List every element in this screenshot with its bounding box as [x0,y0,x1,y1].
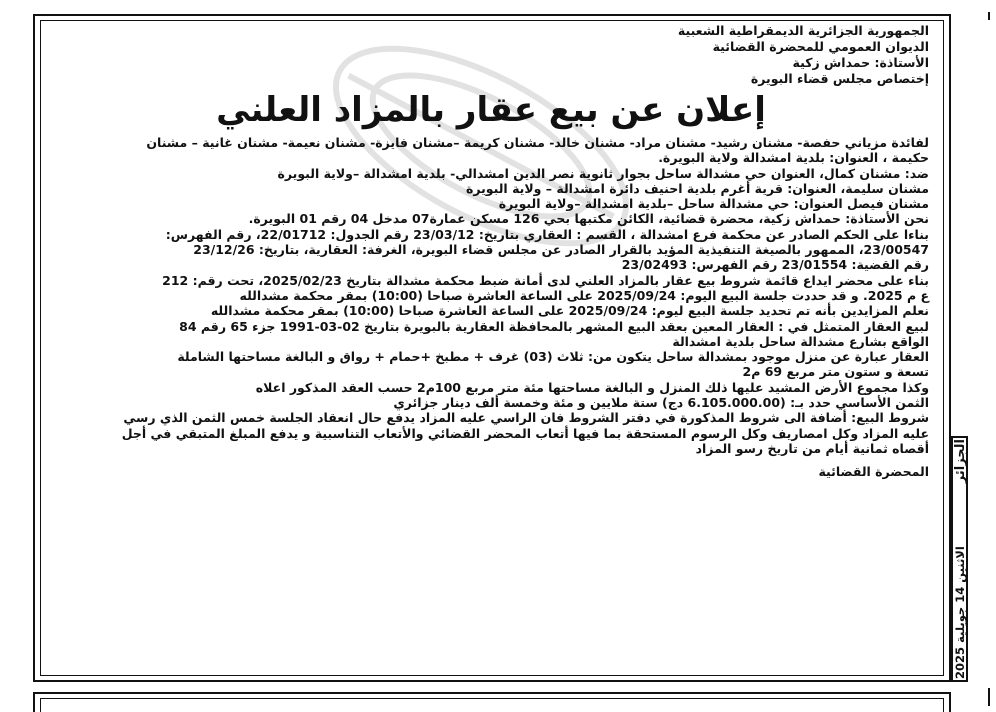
announcement-inner-border [40,20,944,676]
signature: المحضرة القضائية [818,464,929,480]
header-line: إختصاص مجلس قضاء البويرة [750,71,929,86]
body-line: رقم القضية: 23/01554 رقم الفهرس: 23/02493 [621,257,929,273]
body-line: مشنان سليمة، العنوان: قرية أغرم بلدية احنيف دائرة امشدالة – ولاية البويرة [465,180,929,196]
body-line: 23/00547، الممهور بالصيغة التنفيذية المؤيد بالقرار الصادر عن مجلس قضاء البويرة، الغرفة: العقارية، بتاريخ: 23/12/26 [193,242,929,258]
body-line: عليه المزاد وكل امصاريف وكل الرسوم المستحقة بما فيها أتعاب المحضر القضائي والأتعاب التناسبية و يدفع المبلغ المتبقي في أجل [121,425,929,441]
body-line: الواقع بشارع مشدالة ساحل بلدية امشدالة [672,333,929,349]
next-announcement-frame [33,692,951,712]
body-line: لفائدة مزياني حفصة- مشنان رشيد- مشنان مراد- مشنان خالد- مشنان كريمة –مشنان فايزة- مشنان نعيمة- مشنان غانية – مشنان [146,135,929,150]
issuer-header [53,23,929,87]
page-edge-mark [988,12,990,20]
announcement-body [53,135,929,456]
newspaper-date-strip [951,436,968,682]
body-line: أقصاه ثمانية أيام من تاريخ رسو المزاد [695,440,929,456]
body-line: نعلم المزايدين بأنه تم تحديد جلسة البيع ليوم: 2025/09/24 على الساعة العاشرة صباحا (10:00) بمقر محكمة مشدالله [210,303,929,319]
issue-date: الاثنين 14 جويلية 2025 [952,546,967,679]
body-line: نحن الأستاذة: حمداش زكية، محضرة قضائية، الكائن مكتبها بحي 126 مسكن عمارة07 مدخل 04 رقم 01 البويرة. [248,211,929,227]
page-edge-mark [988,688,990,706]
body-line: لبيع العقار المتمثل في : العقار المعين بعقد البيع المشهر بالمحافظة العقارية بالبويرة بتاريخ 02-03-1991 جزء 65 رقم 84 [179,318,929,334]
date-strip-text [952,439,968,679]
body-line: شروط البيع: أضافة الى شروط المذكورة في دفتر الشروط فان الراسي عليه المزاد يدفع حال انعقاد الجلسة خمس الثمن الذي رسي [123,410,929,426]
body-line: مشنان فيصل العنوان: حي مشدالة ساحل –بلدية امشدالة –ولاية البويرة [498,196,929,212]
newspaper-brand: الجزائر [952,439,967,484]
body-line: ضد: مشنان كمال، العنوان حي مشدالة ساحل بجوار ثانوية نصر الدين امشدالي- بلدية امشدالة –ولاية البويرة [277,165,929,181]
announcement-title: إعلان عن بيع عقار بالمزاد العلني [216,90,766,130]
header-line: الجمهورية الجزائرية الديمقراطية الشعبية [677,23,929,38]
body-line: الثمن الأساسي حدد بـ: (6.105.000.00 دج) ستة ملايين و مئة وخمسة ألف دينار جزائري [393,395,929,411]
body-line: تسعة و ستون متر مربع 69 م2 [742,364,929,380]
announcement-frame [33,14,951,682]
header-line: الديوان العمومي للمحضرة القضائية [712,39,929,54]
body-line: حكيمة ، العنوان: بلدية امشدالة ولاية البويرة. [658,150,929,166]
announcement-content [53,23,929,479]
body-line: وكذا مجموع الأرض المشيد عليها ذلك المنزل و البالغة مساحتها مئة متر مربع 100م2 حسب العقد المذكور اعلاه [255,379,929,395]
body-line: العقار عبارة عن منزل موجود بمشدالة ساحل يتكون من: ثلاث (03) غرف + مطبخ +حمام + رواق و البالغة مساحتها الشاملة [177,349,929,365]
body-line: بناءا على الحكم الصادر عن محكمة فرع امشدالة ، القسم : العقاري بتاريخ: 23/03/12 رقم الجدول: 22/01712، رقم الفهرس: [165,226,929,242]
body-line: ع م 2025. و قد حددت جلسة البيع اليوم: 2025/09/24 على الساعة العاشرة صباحا (10:00) بمقر محكمة مشدالله [239,287,929,303]
body-line: بناء على محضر ايداع قائمة شروط بيع عقار بالمزاد العلني لدى أمانة ضبط محكمة مشدالة بتاريخ 2025/02/23، تحت رقم: 212 [162,272,929,288]
header-line: الأستاذة: حمداش زكية [792,55,929,70]
